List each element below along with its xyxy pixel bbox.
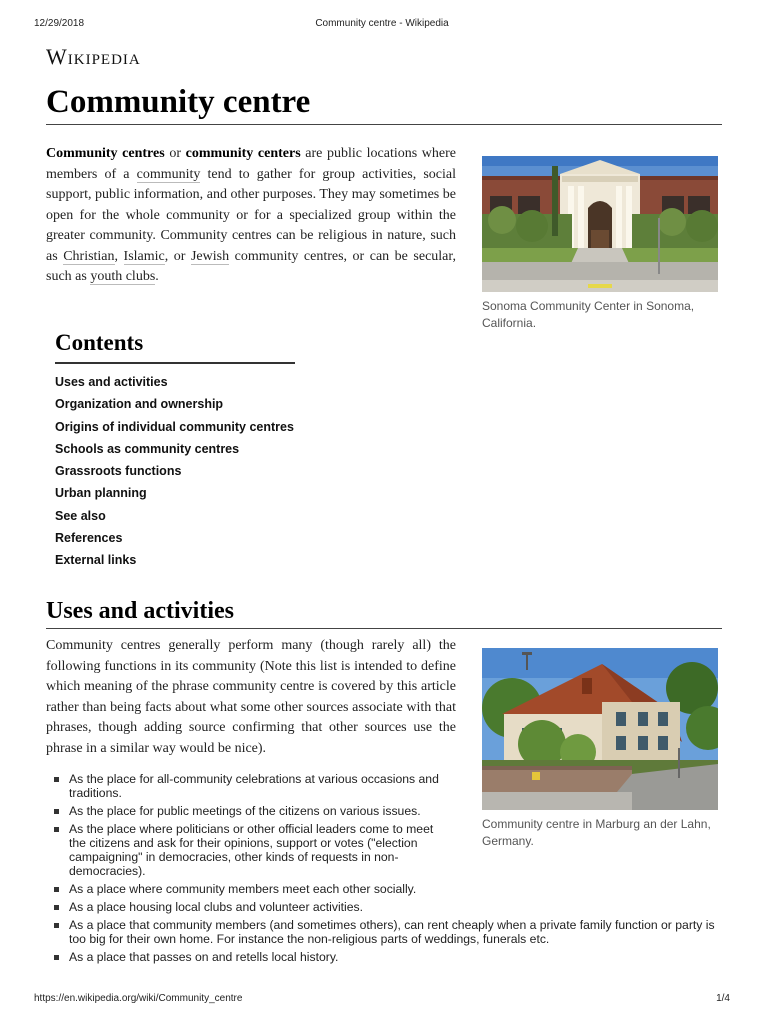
toc-item-organization-and-ownership[interactable]: Organization and ownership xyxy=(55,397,224,412)
print-page-title: Community centre - Wikipedia xyxy=(315,18,449,29)
uses-paragraph: Community centres generally perform many (though rarely all) the following functions in its community (Note this list is intended to define which meaning of the phrase community centre is covered by this article rather than being facts about what some other sources associate with that phrases, though adding source confirming that other sources use the phrase in a similar way would be nice). xyxy=(46,638,456,756)
wikipedia-wordmark[interactable]: Wikipedia xyxy=(46,44,141,69)
page-title: Community centre xyxy=(46,82,722,125)
list-item: As a place where community members meet each other socially. xyxy=(46,882,726,896)
link-jewish[interactable]: Jewish xyxy=(190,248,230,264)
link-community[interactable]: community xyxy=(136,166,201,182)
contents-list xyxy=(55,373,295,574)
intro-text: tend to gather for group activities, social support, public information, and other purposes. They may sometimes be open for the whole community or for a specialized group within the greater community. Community centres can be religious in nature, such as xyxy=(46,166,456,264)
intro-text: are public locations where members of a xyxy=(46,146,456,182)
print-page-number: 1/4 xyxy=(716,993,730,1004)
print-header xyxy=(34,18,730,32)
figure-caption: Community centre in Marburg an der Lahn, Germany. xyxy=(482,817,711,848)
intro-text: , xyxy=(114,248,124,264)
toc-item-urban-planning[interactable]: Urban planning xyxy=(55,486,147,501)
toc-item-external-links[interactable]: External links xyxy=(55,553,137,568)
intro-paragraph xyxy=(46,144,456,288)
figure-caption: Sonoma Community Center in Sonoma, California. xyxy=(482,299,695,330)
list-item: As the place for public meetings of the citizens on various issues. xyxy=(46,804,449,818)
section-heading-uses: Uses and activities xyxy=(46,596,722,629)
list-item: As a place that passes on and retells local history. xyxy=(46,950,726,964)
link-youth-clubs[interactable]: youth clubs xyxy=(90,269,156,284)
figure-sonoma xyxy=(482,156,718,332)
list-item: As a place housing local clubs and volunteer activities. xyxy=(46,900,726,914)
toc-item-origins[interactable]: Origins of individual community centres xyxy=(55,419,294,434)
intro-text: , or xyxy=(164,248,191,264)
table-of-contents xyxy=(55,328,295,574)
toc-item-grassroots[interactable]: Grassroots functions xyxy=(55,464,182,479)
print-date: 12/29/2018 xyxy=(34,18,85,29)
uses-bullet-list xyxy=(46,772,726,968)
contents-title: Contents xyxy=(55,328,295,364)
intro-text: community centres, or can be secular, such as xyxy=(46,248,456,284)
link-christian[interactable]: Christian xyxy=(63,248,115,264)
bold-term: community centers xyxy=(185,146,301,161)
intro-text: . xyxy=(155,269,159,284)
print-footer xyxy=(34,993,730,1007)
toc-item-references[interactable]: References xyxy=(55,531,123,546)
bold-term: Community centres xyxy=(46,146,165,161)
print-url[interactable]: https://en.wikipedia.org/wiki/Community_centre xyxy=(34,993,243,1004)
sonoma-photo-illustration xyxy=(482,156,718,292)
toc-item-schools[interactable]: Schools as community centres xyxy=(55,441,240,456)
toc-item-uses-and-activities[interactable]: Uses and activities xyxy=(55,375,168,389)
link-islamic[interactable]: Islamic xyxy=(123,248,165,264)
list-item: As a place that community members (and sometimes others), can rent cheaply when a private family function or party is too big for their own home. For instance the non-religious parts of weddings, funerals etc. xyxy=(46,918,726,946)
intro-text: or xyxy=(164,146,186,161)
list-item: As the place for all-community celebrations at various occasions and traditions. xyxy=(46,772,449,800)
toc-item-see-also[interactable]: See also xyxy=(55,508,106,523)
sonoma-community-center-photo[interactable] xyxy=(482,156,718,292)
list-item: As the place where politicians or other official leaders come to meet the citizens and ask for their opinions, support or votes ("election campaigning" in democracies, other kinds of requests in non-democracies). xyxy=(46,822,449,878)
